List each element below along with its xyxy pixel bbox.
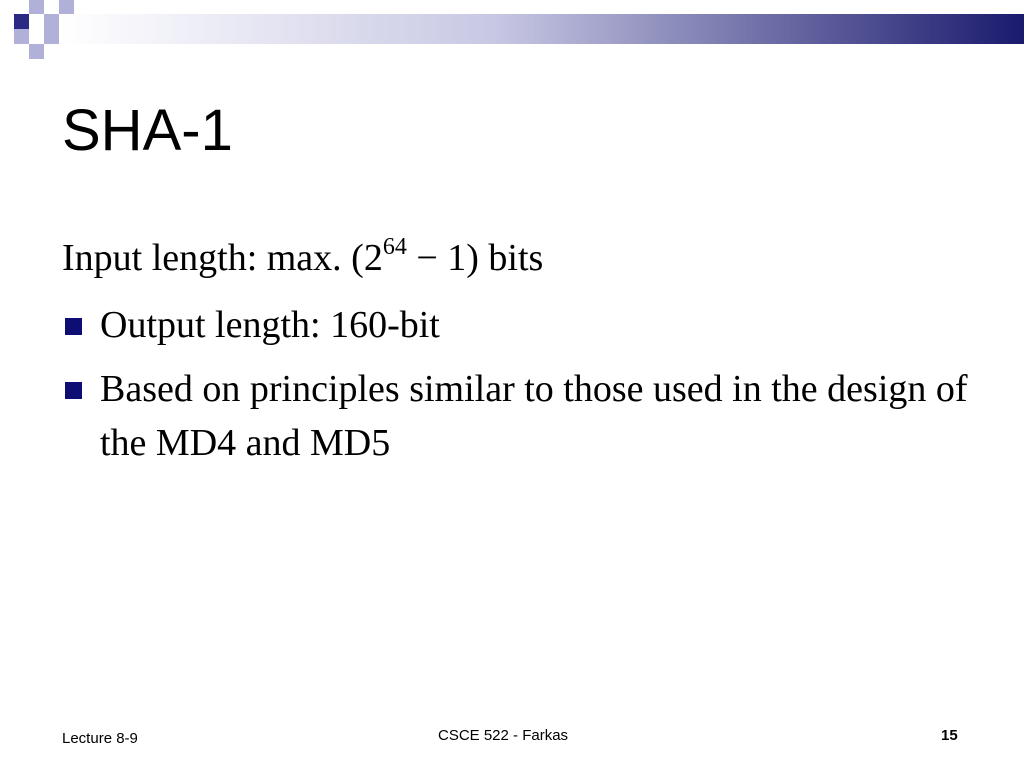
header-gradient-bar	[60, 14, 1024, 44]
bullet-item	[62, 362, 982, 470]
intro-line	[62, 232, 543, 284]
decor-square	[14, 14, 29, 29]
square-bullet-icon	[65, 318, 82, 335]
intro-prefix: Input length: max. (2	[62, 237, 383, 279]
bullet-item	[62, 298, 982, 352]
slide-title: SHA-1	[62, 98, 233, 163]
header-decoration	[0, 0, 1024, 70]
decor-square	[29, 0, 44, 14]
bullet-text: Output length: 160-bit	[100, 304, 440, 346]
bullet-list	[62, 298, 982, 480]
decor-square	[44, 29, 59, 44]
bullet-text: Based on principles similar to those used in the design of the MD4 and MD5	[100, 368, 968, 464]
page-number: 15	[941, 727, 958, 744]
intro-suffix: − 1) bits	[406, 237, 544, 279]
decor-square	[14, 29, 29, 44]
decor-square	[44, 14, 59, 29]
square-bullet-icon	[65, 382, 82, 399]
decor-square	[59, 0, 74, 14]
intro-exponent: 64	[382, 234, 407, 261]
footer-course: CSCE 522 - Farkas	[438, 727, 569, 744]
footer-lecture: Lecture 8-9	[62, 730, 138, 747]
decor-square	[29, 44, 44, 59]
